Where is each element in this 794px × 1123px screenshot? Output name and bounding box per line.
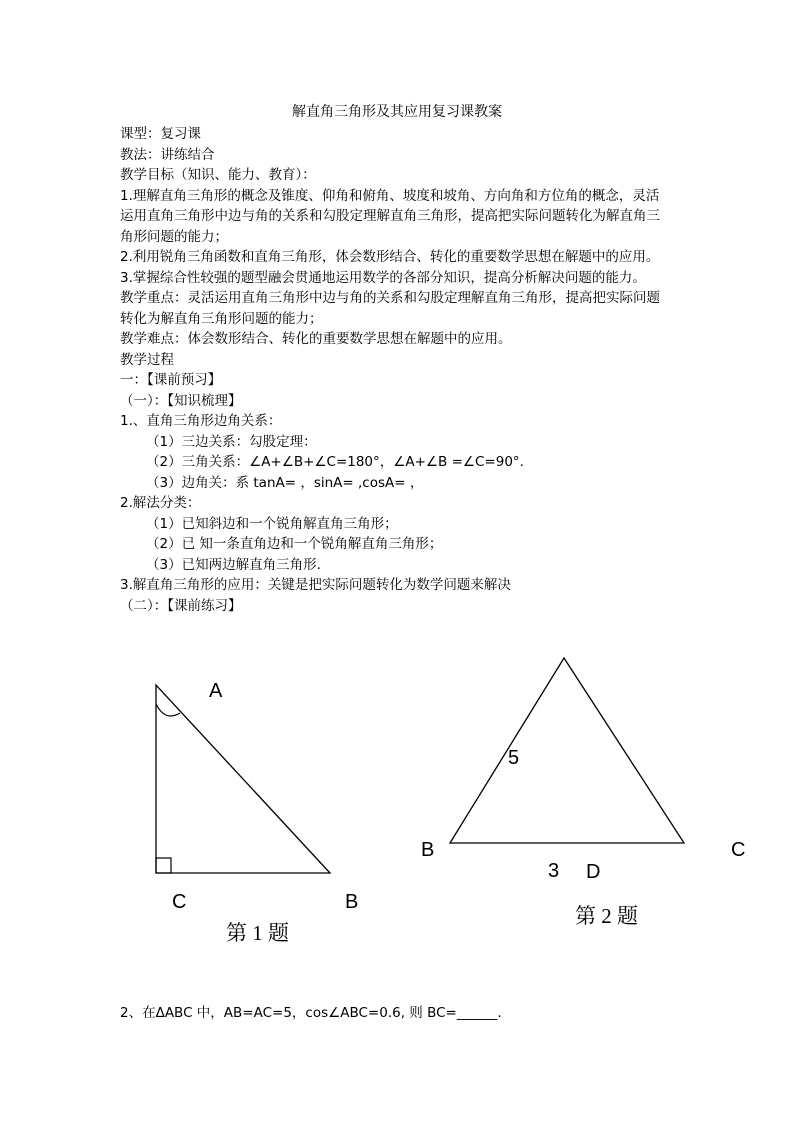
body-line: （2）已 知一条直角边和一个锐角解直角三角形；	[146, 536, 443, 552]
body-line: 3.解直角三角形的应用：关键是把实际问题转化为数学问题来解决	[120, 577, 511, 593]
body-line: （二）：【课前练习】	[120, 597, 242, 614]
document-title: 解直角三角形及其应用复习课教案	[292, 104, 502, 120]
body-line: 教学难点：体会数形结合、转化的重要数学思想在解题中的应用。	[120, 331, 512, 347]
body-line: 教学目标（知识、能力、教育）：	[120, 167, 316, 183]
body-line: 3.掌握综合性较强的题型融会贯通地运用数学的各部分知识，提高分析解决问题的能力。	[120, 269, 646, 286]
body-line: 2.利用锐角三角函数和直角三角形，体会数形结合、转化的重要数学思想在解题中的应用。	[120, 249, 660, 265]
question-2: 2、在ΔABC 中，AB=AC=5，cos∠ABC=0.6, 则 BC=______.	[120, 1005, 502, 1021]
body-line: 一：【课前预习】	[120, 372, 222, 388]
body-line: 教学过程	[120, 351, 174, 368]
figure-2	[421, 658, 745, 928]
body-line: 2.解法分类：	[120, 495, 201, 511]
figure-2-triangle	[450, 658, 684, 843]
body-line: 课型：复习课	[120, 126, 201, 142]
body-line: 角形问题的能力；	[120, 228, 228, 245]
body-line: （1）已知斜边和一个锐角解直角三角形；	[146, 515, 398, 532]
body-line: 运用直角三角形中边与角的关系和勾股定理解直角三角形，提高把实际问题转化为解直角三	[120, 208, 660, 224]
figure-2-side-5: 5	[508, 747, 520, 769]
body-line: （3）边角关：系 tanA= ，sinA= ,cosA= ，	[146, 474, 424, 491]
figure-1-label-a: A	[209, 680, 223, 702]
figure-1-label-c: C	[172, 891, 187, 913]
body-line: （2）三角关系：∠A+∠B+∠C=180°，∠A+∠B =∠C=90°.	[146, 454, 524, 470]
body-line: 教法：讲练结合	[120, 146, 215, 163]
body-line: （3）已知两边解直角三角形.	[146, 556, 321, 573]
angle-a-arc	[156, 704, 180, 716]
body-line: （1）三边关系：勾股定理：	[146, 433, 317, 450]
right-angle-mark	[156, 858, 171, 873]
body-line: 转化为解直角三角形问题的能力；	[120, 310, 323, 327]
figure-2-label-c: C	[731, 839, 746, 861]
figure-1-caption: 第 1 题	[226, 921, 289, 945]
body-line: （一）：【知识梳理】	[120, 392, 242, 409]
figure-1	[156, 680, 358, 945]
body-line: 1.、直角三角形边角关系：	[120, 413, 282, 429]
figure-2-label-b: B	[421, 839, 435, 861]
figure-2-side-3: 3	[548, 860, 560, 882]
figure-2-label-d: D	[586, 861, 601, 883]
figure-2-caption: 第 2 题	[575, 904, 638, 928]
figure-1-label-b: B	[345, 891, 359, 913]
body-line: 教学重点：灵活运用直角三角形中边与角的关系和勾股定理解直角三角形，提高把实际问题	[120, 290, 660, 306]
figure-1-triangle	[156, 685, 330, 873]
body-line: 1.理解直角三角形的概念及锥度、仰角和俯角、坡度和坡角、方向角和方位角的概念，灵活	[120, 187, 660, 204]
